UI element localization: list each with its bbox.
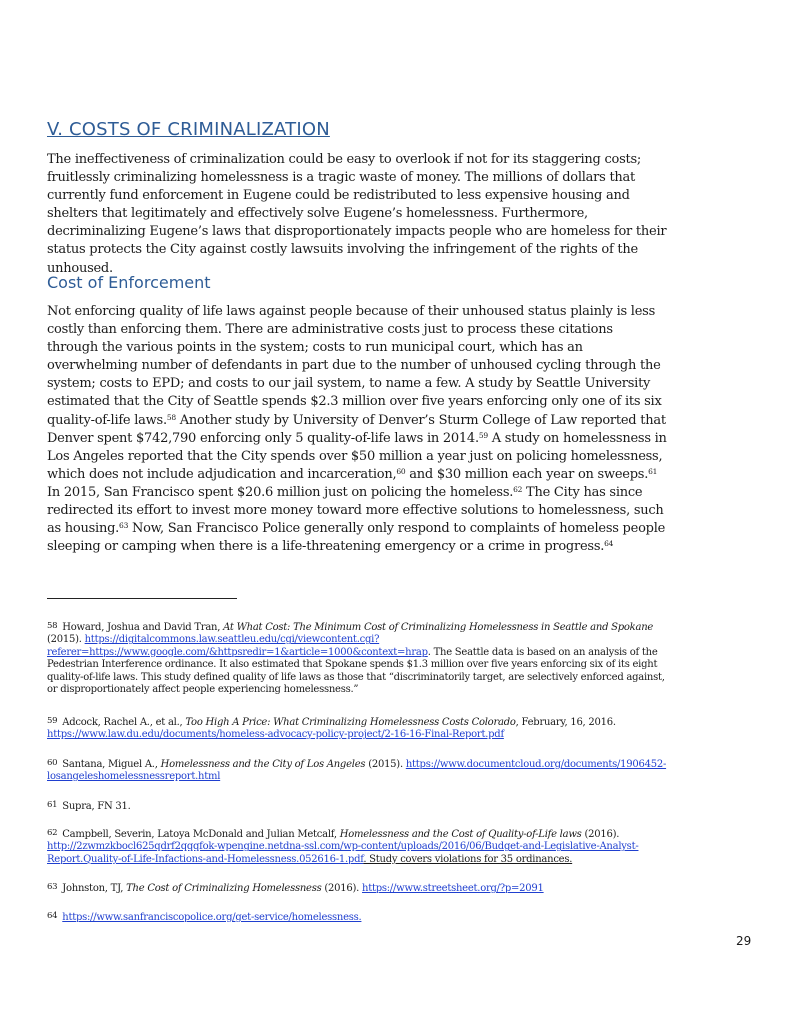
enforcement-paragraph (47, 303, 667, 556)
footnote-number: 64 (47, 911, 58, 921)
footnote-source-title: Too High A Price: What Criminalizing Homelessness Costs Colorado (185, 717, 516, 728)
footnote-link[interactable]: http://2zwmzkbocl625qdrf2qqqfok-wpengine.netdna-ssl.com/wp-content/uploads/2016/06/Budget-and-Legislative-Analyst-Report.Quality-of-Life-Infactions-and-Homelessness.052616-1.pdf (47, 841, 639, 865)
section-heading: V. COSTS OF CRIMINALIZATION (47, 119, 330, 140)
footnote-text: Howard, Joshua and David Tran, (62, 622, 224, 633)
footnote-ref-59[interactable]: 59 (478, 430, 488, 440)
footnote-ref-58[interactable]: 58 (166, 412, 176, 422)
footnote-source-title: At What Cost: The Minimum Cost of Criminalizing Homelessness in Seattle and Spokane (223, 622, 654, 633)
footnote-text: Santana, Miguel A., (62, 759, 161, 770)
footnote-link[interactable]: https://digitalcommons.law.seattleu.edu/cgi/viewcontent.cgi?referer=https://www.google.com/&httpsredir=1&article=1000&context=hrap (47, 634, 428, 658)
footnote-link[interactable]: https://www.sanfranciscopolice.org/get-service/homelessness. (62, 912, 362, 923)
body-text: Not enforcing quality of life laws against people because of their unhoused status plainly is less costly than enforcing them. There are administrative costs just to process these citations through the various points in the system; costs to run municipal court, which has an overwhelming number of defendants in part due to the number of unhoused cycling through the system; costs to EPD; and costs to our jail system, to name a few. A study by Seattle University estimated that the City of Seattle spends $2.3 million over five years enforcing only one of its six quality-of-life laws. (47, 304, 662, 428)
footnote-text: Adcock, Rachel A., et al., (62, 717, 186, 728)
footnote-ref-64[interactable]: 64 (604, 539, 614, 549)
footnote-ref-60[interactable]: 60 (396, 466, 406, 476)
footnote-text: . Study covers violations for 35 ordinances. (363, 853, 573, 865)
footnote-text: (2016). (581, 829, 620, 840)
body-text: A study on homelessness in Los Angeles reported that the City spends over $50 million a year just on policing homelessness, which does not include adjudication and incarceration, (47, 430, 667, 482)
footnote-text: (2015). (365, 759, 406, 770)
body-text: Now, San Francisco Police generally only respond to complaints of homeless people sleeping or camping when there is a life-threatening emergency or a crime in progress. (47, 521, 666, 555)
footnote-61 (47, 799, 667, 813)
footnote-text: (2015). (47, 634, 85, 646)
footnote-number: 63 (47, 882, 58, 892)
footnote-source-title: The Cost of Criminalizing Homelessness (126, 883, 322, 894)
footnote-divider (47, 598, 237, 599)
footnote-text: Campbell, Severin, Latoya McDonald and Julian Metcalf, (62, 829, 340, 840)
footnote-ref-62[interactable]: 62 (513, 484, 523, 494)
footnote-58 (47, 620, 667, 696)
footnote-text: Supra, FN 31. (62, 801, 131, 812)
body-text: and $30 million each year on sweeps. (405, 466, 649, 482)
footnote-64 (47, 910, 667, 924)
footnote-number: 60 (47, 758, 58, 768)
page-number: 29 (736, 934, 752, 948)
footnote-number: 59 (47, 716, 58, 726)
footnote-number: 61 (47, 800, 58, 810)
subsection-heading: Cost of Enforcement (47, 273, 211, 292)
footnote-63 (47, 881, 667, 895)
footnote-source-title: Homelessness and the City of Los Angeles (160, 759, 366, 770)
body-text: Another study by University of Denver’s Sturm College of Law reported that Denver spent $742,790 enforcing only 5 quality-of-life laws in 2014. (47, 412, 666, 446)
body-text: The City has since redirected its effort to invest more money toward more effective solutions to homelessness, such as housing. (47, 484, 664, 537)
footnote-link[interactable]: https://www.streetsheet.org/?p=2091 (362, 883, 544, 894)
footnote-text: , February, 16, 2016. (515, 717, 616, 728)
footnote-link[interactable]: https://www.documentcloud.org/documents/1906452-losangeleshomelessnessreport.html (47, 759, 667, 783)
footnote-link[interactable]: https://www.law.du.edu/documents/homeless-advocacy-policy-project/2-16-16-Final-Report.pdf (47, 729, 504, 741)
footnote-text: Johnston, TJ, (62, 883, 127, 894)
body-text: In 2015, San Francisco spent $20.6 million just on policing the homeless. (47, 484, 514, 500)
footnote-number: 58 (47, 621, 58, 631)
footnote-text: (2016). (321, 883, 363, 894)
footnote-text: . The Seattle data is based on an analysis of the Pedestrian Interference ordinance. It also estimated that Spokane spends $1.3 million over five years enforcing six of its eight quality-of-life laws. This study defined quality of life laws as those that “discriminatorily target, are selectively enforced against, or disproportionately affect people experiencing homelessness.” (47, 646, 665, 696)
footnote-60 (47, 757, 667, 784)
intro-paragraph: The ineffectiveness of criminalization could be easy to overlook if not for its staggering costs; fruitlessly criminalizing homelessness is a tragic waste of money. The millions of dollars that currently fund enforcement in Eugene could be redistributed to less expensive housing and shelters that legitimately and effectively solve Eugene’s homelessness. Furthermore, decriminalizing Eugene’s laws that disproportionately impacts people who are homeless for their status protects the City against costly lawsuits involving the infringement of the rights of the unhoused. (47, 152, 667, 276)
footnote-62 (47, 827, 667, 866)
footnote-59 (47, 715, 667, 742)
footnote-source-title: Homelessness and the Cost of Quality-of-Life laws (339, 829, 582, 840)
footnote-ref-63[interactable]: 63 (119, 521, 129, 531)
footnote-number: 62 (47, 828, 58, 838)
footnote-ref-61[interactable]: 61 (648, 466, 658, 476)
